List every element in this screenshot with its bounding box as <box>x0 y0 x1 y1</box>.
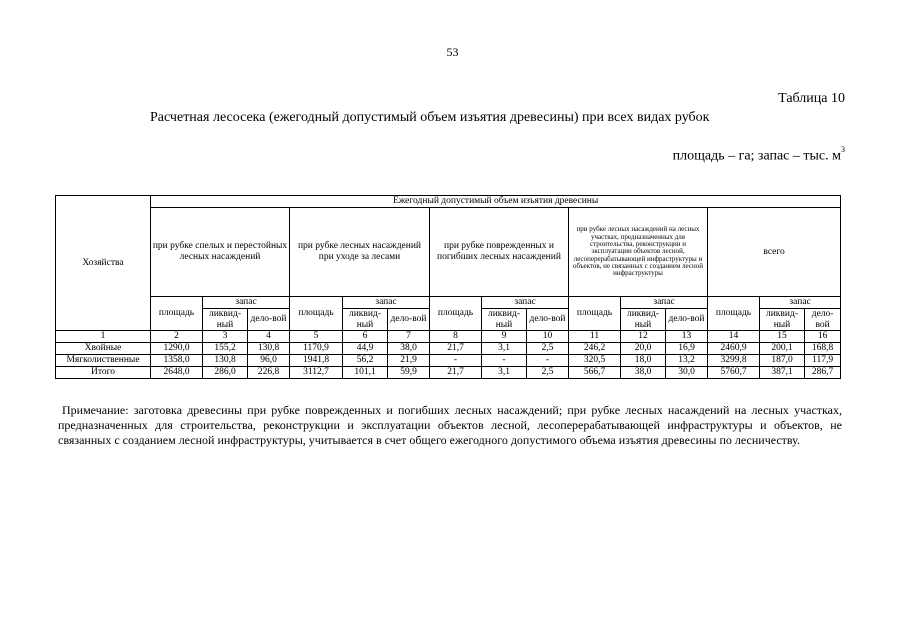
table-cell: 18,0 <box>621 355 666 367</box>
group-header-infrastructure: при рубке лесных насаждений на лесных участках, предназначенных для строительства, реконструкции и эксплуатации объектов лесной, лесоперерабатывающей инфраструктуры и объектов, не связанных с созданием лесной инфраструктуры <box>569 208 708 297</box>
page-number: 53 <box>446 45 459 59</box>
column-number: 8 <box>430 331 482 343</box>
table-cell: 168,8 <box>805 343 841 355</box>
business-header: дело-вой <box>388 309 430 331</box>
table-row-total <box>56 367 841 379</box>
footnote: Примечание: заготовка древесины при рубке поврежденных и погибших лесных насаждений; при рубке лесных насаждений на лесных участках, предназначенных для строительства, реконструкции и эксплуатации объектов лесной, лесоперерабатывающей инфраструктуры и объектов, не связанных с созданием лесной инфраструктуры, учитывается в счет общего ежегодного допустимого объема изъятия древесины по лесничеству. <box>58 403 842 447</box>
table-cell: 200,1 <box>760 343 805 355</box>
column-number: 11 <box>569 331 621 343</box>
group-header-thinning: при рубке лесных насаждений при уходе за лесами <box>290 208 430 297</box>
table-cell: 21,7 <box>430 343 482 355</box>
column-number: 5 <box>290 331 343 343</box>
table-cell: 96,0 <box>248 355 290 367</box>
table-cell: 2648,0 <box>151 367 203 379</box>
table-row <box>56 343 841 355</box>
column-number: 16 <box>805 331 841 343</box>
table-cell: 226,8 <box>248 367 290 379</box>
main-header-cell: Ежегодный допустимый объем изъятия древесины <box>151 196 841 208</box>
table-cell: 387,1 <box>760 367 805 379</box>
business-header: дело-вой <box>248 309 290 331</box>
table-cell: 5760,7 <box>708 367 760 379</box>
table-cell: 21,7 <box>430 367 482 379</box>
column-number: 12 <box>621 331 666 343</box>
stock-header: запас <box>482 297 569 309</box>
group-header-total: всего <box>708 208 841 297</box>
table-cell: 1358,0 <box>151 355 203 367</box>
column-number: 10 <box>527 331 569 343</box>
liquid-header: ликвид-ный <box>621 309 666 331</box>
table-cell: 2,5 <box>527 343 569 355</box>
stock-header: запас <box>203 297 290 309</box>
column-number: 13 <box>666 331 708 343</box>
business-header: дело-вой <box>805 309 841 331</box>
table-cell: 1941,8 <box>290 355 343 367</box>
area-header: площадь <box>708 297 760 331</box>
column-number: 14 <box>708 331 760 343</box>
stock-header: запас <box>621 297 708 309</box>
table-cell: 16,9 <box>666 343 708 355</box>
table-cell: 187,0 <box>760 355 805 367</box>
table-cell: - <box>482 355 527 367</box>
stock-header: запас <box>760 297 841 309</box>
table-cell: 3,1 <box>482 367 527 379</box>
table-cell: 320,5 <box>569 355 621 367</box>
table-cell: 38,0 <box>388 343 430 355</box>
table-cell: 44,9 <box>343 343 388 355</box>
table-cell: 38,0 <box>621 367 666 379</box>
group-header-damaged: при рубке поврежденных и погибших лесных насаждений <box>430 208 569 297</box>
farm-header-cell: Хозяйства <box>56 196 151 331</box>
liquid-header: ликвид-ный <box>203 309 248 331</box>
column-number: 7 <box>388 331 430 343</box>
column-number: 2 <box>151 331 203 343</box>
area-header: площадь <box>151 297 203 331</box>
table-cell: 286,7 <box>805 367 841 379</box>
row-label: Мягколиственные <box>56 355 151 367</box>
table-cell: 59,9 <box>388 367 430 379</box>
table-cell: 286,0 <box>203 367 248 379</box>
stock-header: запас <box>343 297 430 309</box>
column-number: 9 <box>482 331 527 343</box>
table-cell: 117,9 <box>805 355 841 367</box>
table-cell: 130,8 <box>248 343 290 355</box>
business-header: дело-вой <box>666 309 708 331</box>
table-cell: 130,8 <box>203 355 248 367</box>
area-header: площадь <box>569 297 621 331</box>
table-cell: 155,2 <box>203 343 248 355</box>
table-cell: 3299,8 <box>708 355 760 367</box>
table-cell: 246,2 <box>569 343 621 355</box>
column-number: 3 <box>203 331 248 343</box>
table-label: Таблица 10 <box>778 91 845 106</box>
column-number: 1 <box>56 331 151 343</box>
table-cell: 3112,7 <box>290 367 343 379</box>
group-header-mature: при рубке спелых и перестойных лесных насаждений <box>151 208 290 297</box>
business-header: дело-вой <box>527 309 569 331</box>
table-cell: 2460,9 <box>708 343 760 355</box>
table-cell: 56,2 <box>343 355 388 367</box>
table-cell: - <box>527 355 569 367</box>
liquid-header: ликвид-ный <box>343 309 388 331</box>
units-text: площадь – га; запас – тыс. м <box>672 148 841 164</box>
column-number: 6 <box>343 331 388 343</box>
table-cell: 1170,9 <box>290 343 343 355</box>
units-line <box>673 147 845 165</box>
table-cell: - <box>430 355 482 367</box>
harvest-table <box>55 195 841 379</box>
table-cell: 20,0 <box>621 343 666 355</box>
area-header: площадь <box>290 297 343 331</box>
table-cell: 101,1 <box>343 367 388 379</box>
row-label: Итого <box>56 367 151 379</box>
liquid-header: ликвид-ный <box>760 309 805 331</box>
table-title: Расчетная лесосека (ежегодный допустимый объем изъятия древесины) при всех видах рубок <box>150 110 710 125</box>
table-cell: 13,2 <box>666 355 708 367</box>
liquid-header: ликвид-ный <box>482 309 527 331</box>
column-number: 15 <box>760 331 805 343</box>
table-cell: 2,5 <box>527 367 569 379</box>
row-label: Хвойные <box>56 343 151 355</box>
table-cell: 30,0 <box>666 367 708 379</box>
table-cell: 3,1 <box>482 343 527 355</box>
table-cell: 21,9 <box>388 355 430 367</box>
column-number: 4 <box>248 331 290 343</box>
area-header: площадь <box>430 297 482 331</box>
table-row <box>56 355 841 367</box>
table-cell: 1290,0 <box>151 343 203 355</box>
table-cell: 566,7 <box>569 367 621 379</box>
units-superscript: 3 <box>841 145 845 154</box>
